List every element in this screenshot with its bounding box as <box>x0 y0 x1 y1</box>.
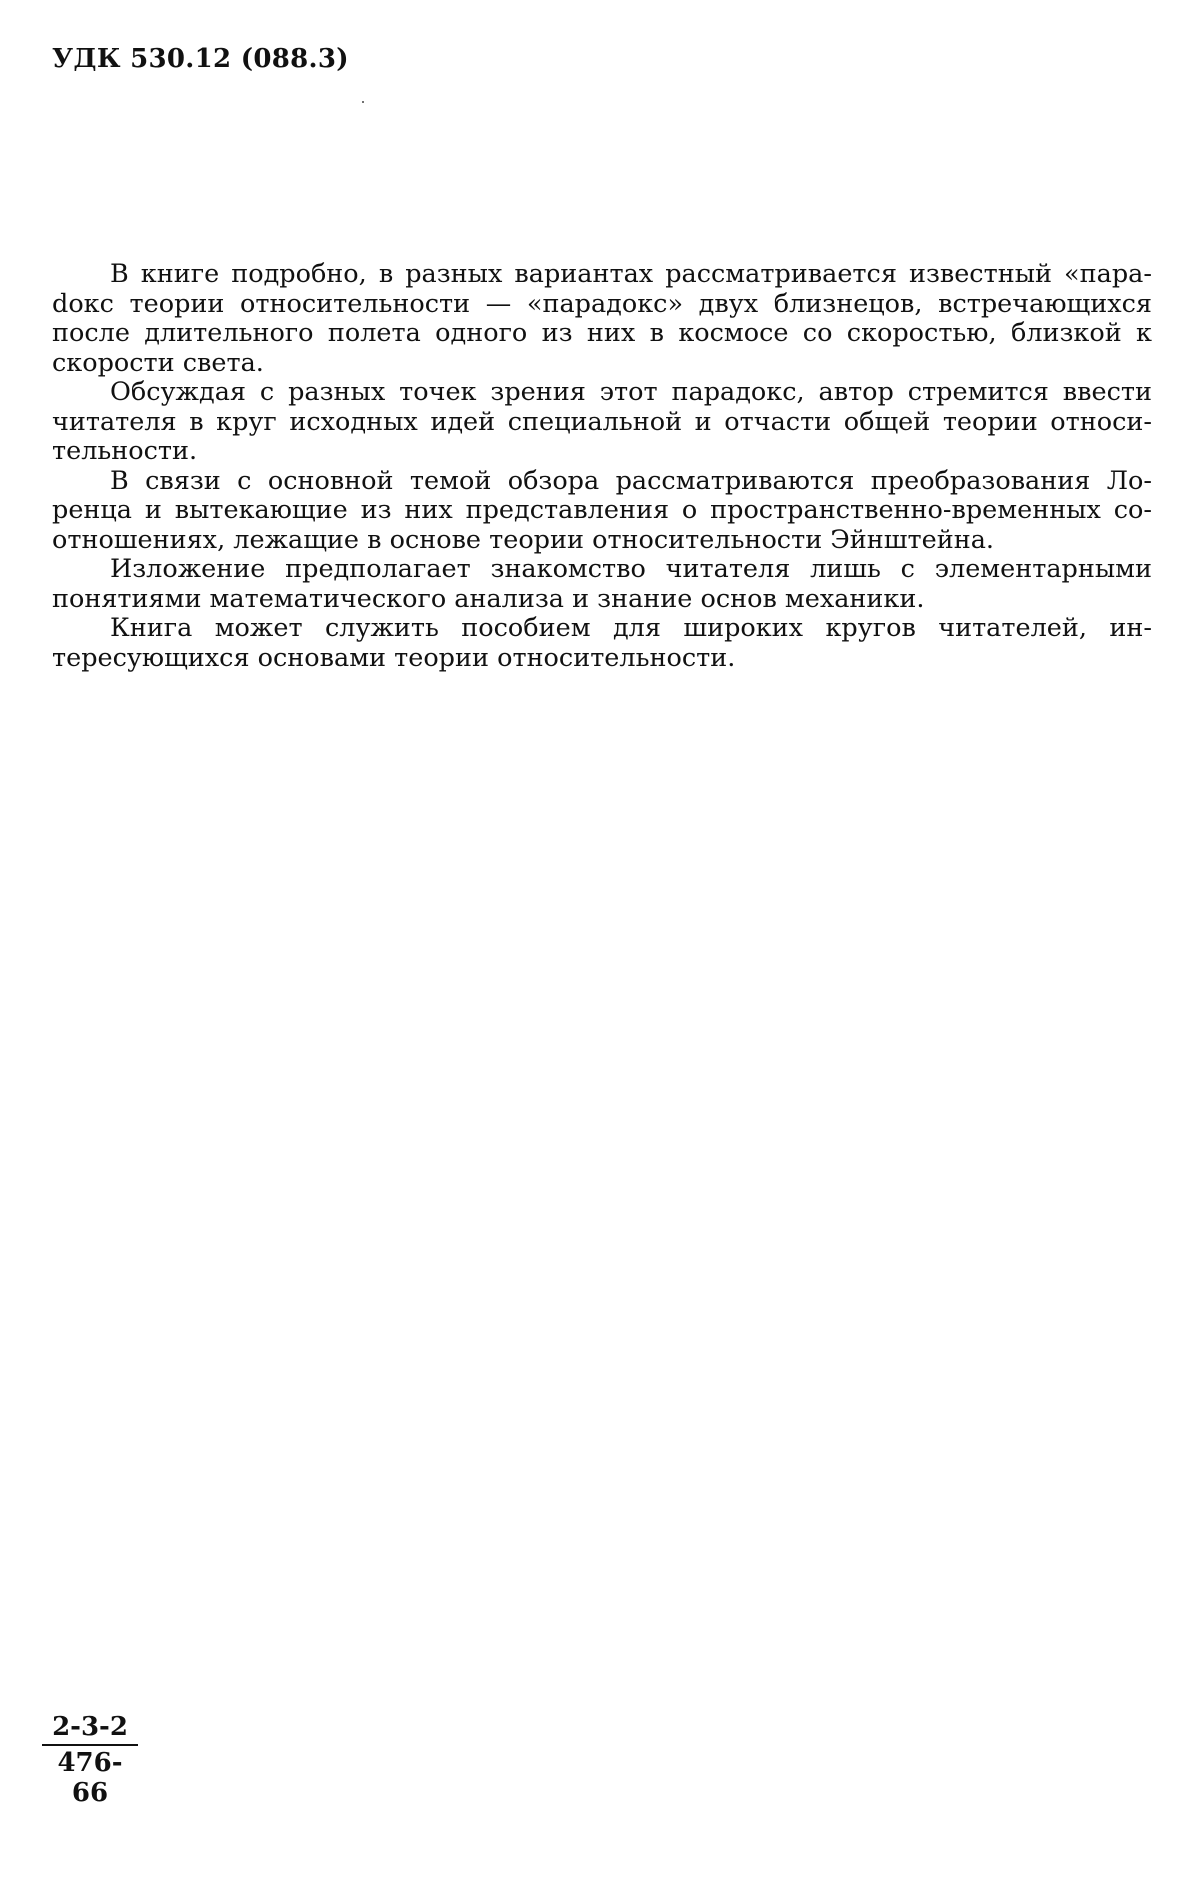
publisher-code-denominator: 476-66 <box>57 1748 123 1808</box>
book-annotation <box>52 260 1152 673</box>
annotation-paragraph-1: В книге подробно, в разных вариантах рассматривается известный «параdокс теории относительности — «парадокс» двух близнецов, встречающихся после длительного полета одного из них в космосе со скоростью, близкой к скорости света. <box>52 259 1152 378</box>
publisher-code-numerator: 2-3-2 <box>52 1712 128 1742</box>
annotation-paragraph-4: Изложение предполагает знакомство читателя лишь с элементарными понятиями математического анализа и знание основ механики. <box>52 554 1152 614</box>
fraction-rule <box>42 1744 138 1746</box>
annotation-paragraph-5: Книга может служить пособием для широких кругов читателей, интересующихся основами теории относительности. <box>52 613 1152 673</box>
publisher-code <box>42 1712 138 1808</box>
print-speck <box>362 101 364 103</box>
annotation-paragraph-2: Обсуждая с разных точек зрения этот парадокс, автор стремится ввести читателя в круг исходных идей специальной и отчасти общей теории относительности. <box>52 377 1152 466</box>
annotation-paragraph-3: В связи с основной темой обзора рассматриваются преобразования Лоренца и вытекающие из них представления о пространственно-временных соотношениях, лежащие в основе теории относительности Эйнштейна. <box>52 465 1152 555</box>
udk-classification: УДК 530.12 (088.3) <box>52 44 349 74</box>
